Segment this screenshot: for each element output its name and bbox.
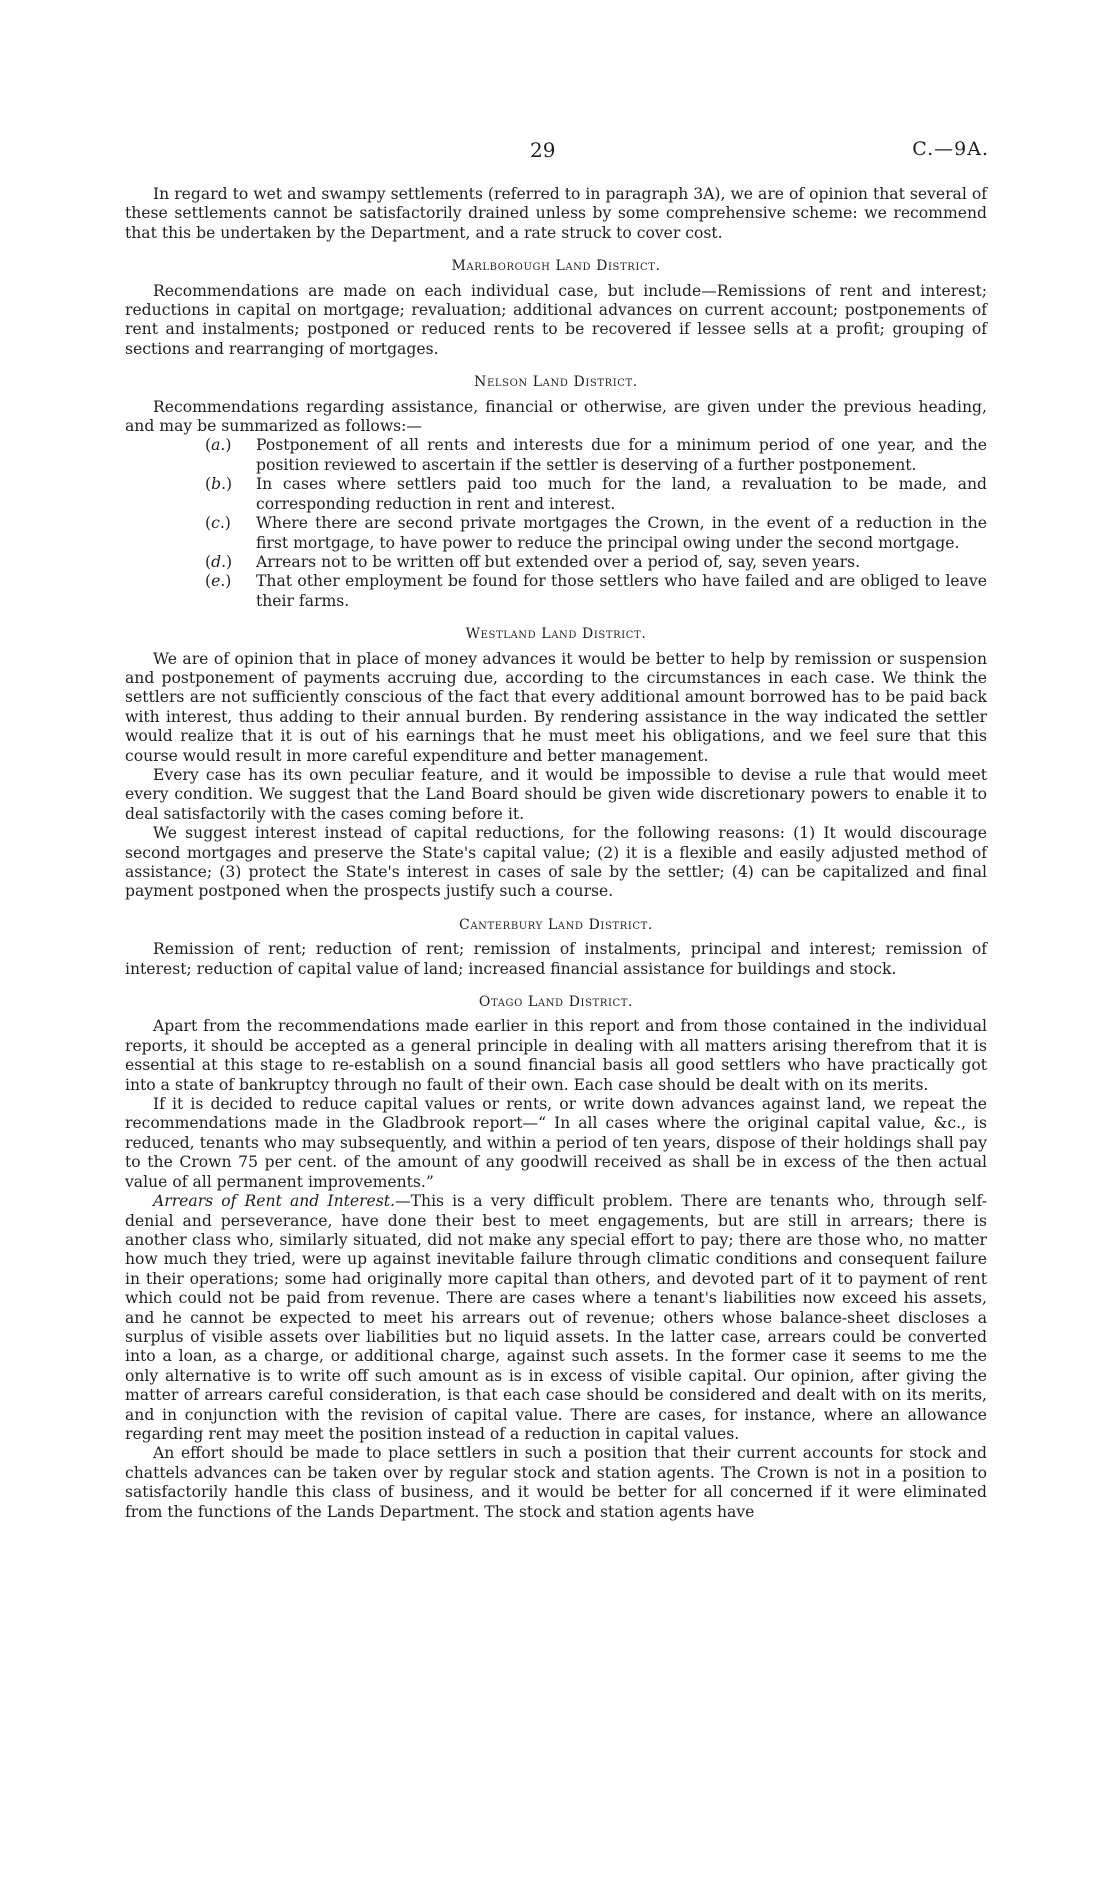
nelson-recommendation-list <box>125 436 987 611</box>
list-marker: (d.) <box>205 552 233 571</box>
westland-heading: Westland Land District. <box>465 626 647 643</box>
list-item: (e.) That other employment be found for those settlers who have failed and are obliged to leave their farms. <box>205 572 987 610</box>
marlborough-paragraph: Recommendations are made on each individual case, but include—Remissions of rent and interest; reductions in capital on mortgage; revaluation; additional advances on current account; postponements of rent and instalments; postponed or reduced rents to be recovered if lessee sells at a profit; grouping of sections and rearranging of mortgages. <box>125 281 987 358</box>
list-item: (d.) Arrears not to be written off but extended over a period of, say, seven years. <box>205 552 861 571</box>
marlborough-heading: Marlborough Land District. <box>451 258 661 275</box>
intro-paragraph: In regard to wet and swampy settlements (referred to in paragraph 3A), we are of opinion that several of these settlements cannot be satisfactorily drained unless by some comprehensive scheme: we recommend that this be undertaken by the Department, and a rate struck to cover cost. <box>125 185 987 242</box>
list-marker: (a.) <box>205 436 232 455</box>
list-marker: (b.) <box>205 475 233 494</box>
document-body <box>125 185 987 1522</box>
westland-paragraph: Every case has its own peculiar feature, and it would be impossible to devise a rule that would meet every condition. We suggest that the Land Board should be given wide discretionary powers to enable it to deal satisfactorily with the cases coming before it. <box>125 765 987 823</box>
list-marker: (c.) <box>205 514 231 533</box>
canterbury-heading: Canterbury Land District. <box>459 916 653 933</box>
series-reference: C.—9A. <box>912 138 989 160</box>
arrears-title: Arrears of Rent and Interest. <box>153 1192 396 1211</box>
running-head <box>0 138 1114 168</box>
otago-final-paragraph: An effort should be made to place settlers in such a position that their current accounts for stock and chattels advances can be taken over by regular stock and station agents. The Crown is not in a position to satisfactorily handle this class of business, and it would be better for all concerned if it were eliminated from the functions of the Lands Department. The stock and station agents have <box>125 1444 987 1521</box>
otago-paragraph: Apart from the recommendations made earlier in this report and from those contained in the individual reports, it should be accepted as a general principle in dealing with all matters arising therefrom that it is essential at this stage to re-establish on a sound financial basis all good settlers who have practically got into a state of bankruptcy through no fault of their own. Each case should be dealt with on its merits. <box>125 1017 987 1094</box>
nelson-paragraph: Recommendations regarding assistance, financial or otherwise, are given under the previous heading, and may be summarized as follows:— <box>125 397 987 436</box>
list-item: (b.) In cases where settlers paid too much for the land, a revaluation to be made, and corresponding reduction in rent and interest. <box>205 475 987 513</box>
westland-paragraph: We suggest interest instead of capital reductions, for the following reasons: (1) It would discourage second mortgages and preserve the State's capital value; (2) it is a flexible and easily adjusted method of assistance; (3) protect the State's interest in cases of sale by the settler; (4) can be capitalized and final payment postponed when the prospects justify such a course. <box>125 824 987 901</box>
otago-heading: Otago Land District. <box>478 994 634 1011</box>
otago-paragraph: If it is decided to reduce capital values or rents, or write down advances against land, we repeat the recommendations made in the Gladbrook report—“ In all cases where the original capital value, &c., is reduced, tenants who may subsequently, and within a period of ten years, dispose of their holdings shall pay to the Crown 75 per cent. of the amount of any goodwill received as shall be in excess of the then actual value of all permanent improvements.” <box>125 1095 987 1191</box>
arrears-paragraph <box>125 1192 987 1444</box>
westland-paragraph: We are of opinion that in place of money advances it would be better to help by remission or suspension and postponement of payments accruing due, according to the circumstances in each case. We think the settlers are not sufficiently conscious of the fact that every additional amount borrowed has to be paid back with interest, thus adding to their annual burden. By rendering assistance in the way indicated the settler would realize that it is out of his earnings that he must meet his obligations, and we feel sure that this course would result in more careful expenditure and better management. <box>125 649 987 765</box>
list-item: (a.) Postponement of all rents and interests due for a minimum period of one year, and the position reviewed to ascertain if the settler is deserving of a further postponement. <box>205 436 987 474</box>
canterbury-paragraph: Remission of rent; reduction of rent; remission of instalments, principal and interest; remission of interest; reduction of capital value of land; increased financial assistance for buildings and stock. <box>125 940 987 978</box>
arrears-text: —This is a very difficult problem. There are tenants who, through self-denial and perseverance, have done their best to meet engagements, but are still in arrears; there is another class who, similarly situated, did not make any special effort to pay; there are those who, no matter how much they tried, were up against inevitable failure through climatic conditions and consequent failure in their operations; some had originally more capital than others, and devoted part of it to payment of rent which could not be paid from revenue. There are cases where a tenant's liabilities now exceed his assets, and he cannot be expected to meet his arrears out of revenue; others whose balance-sheet discloses a surplus of visible assets over liabilities but no liquid assets. In the latter case, arrears could be converted into a loan, as a charge, or additional charge, against such assets. In the former case it seems to me the only alternative is to write off such amount as is in excess of visible capital. Our opinion, after giving the matter of arrears careful consideration, is that each case should be considered and dealt with on its merits, and in conjunction with the revision of capital value. There are cases, for instance, where an allowance regarding rent may meet the position instead of a reduction in capital values. <box>125 1192 987 1443</box>
list-marker: (e.) <box>205 572 232 591</box>
list-item: (c.) Where there are second private mortgages the Crown, in the event of a reduction in the first mortgage, to have power to reduce the principal owing under the second mortgage. <box>205 514 987 552</box>
nelson-heading: Nelson Land District. <box>474 374 638 391</box>
page-number: 29 <box>530 138 556 162</box>
